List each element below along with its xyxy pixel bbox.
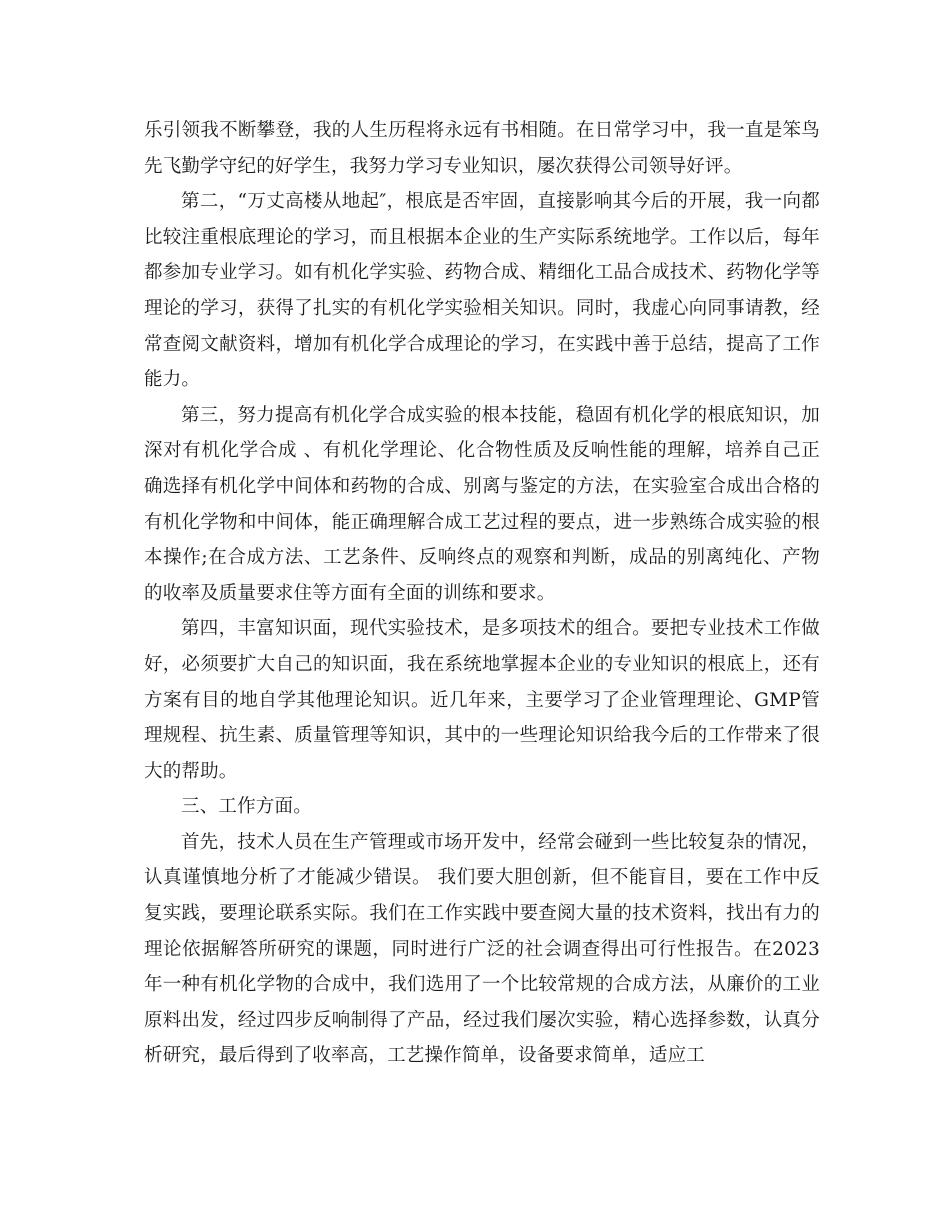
paragraph-3: 第三，努力提高有机化学合成实验的根本技能，稳固有机化学的根底知识，加深对有机化学合成 、有机化学理论、化合物性质及反响性能的理解，培养自己正确选择有机化学中间体和药物的合成、别离与鉴定的方法，在实验室合成出合格的有机化学物和中间体，能正确理解合成工艺过程的要点，进一步熟练合成实验的根本操作;在合成方法、工艺条件、反响终点的观察和判断，成品的别离纯化、产物的收率及质量要求住等方面有全面的训练和要求。 bbox=[144, 404, 820, 604]
paragraph-4: 第四，丰富知识面，现代实验技术，是多项技术的组合。要把专业技术工作做好，必须要扩大自己的知识面，我在系统地掌握本企业的专业知识的根底上，还有方案有目的地自学其他理论知识。近几年来，主要学习了企业管理理论、GMP管理规程、抗生素、质量管理等知识，其中的一些理论知识给我今后的工作带来了很大的帮助。 bbox=[144, 618, 820, 782]
paragraph-2: 第二，“万丈高楼从地起″，根底是否牢固，直接影响其今后的开展，我一向都比较注重根底理论的学习，而且根据本企业的生产实际系统地学。工作以后，每年都参加专业学习。如有机化学实验、药物合成、精细化工品合成技术、药物化学等理论的学习，获得了扎实的有机化学实验相关知识。同时，我虚心向同事请教，经常查阅文献资料，增加有机化学合成理论的学习，在实践中善于总结，提高了工作能力。 bbox=[144, 191, 820, 391]
document-body bbox=[144, 113, 820, 1074]
paragraph-1: 乐引领我不断攀登，我的人生历程将永远有书相随。在日常学习中，我一直是笨鸟先飞勤学守纪的好学生，我努力学习专业知识，屡次获得公司领导好评。 bbox=[144, 120, 820, 177]
section-heading: 三、工作方面。 bbox=[181, 796, 312, 818]
paragraph-5: 首先，技术人员在生产管理或市场开发中，经常会碰到一些比较复杂的情况，认真谨慎地分析了才能减少错误。 我们要大胆创新，但不能盲目，要在工作中反复实践，要理论联系实际。我们在工作实践中要查阅大量的技术资料，找出有力的理论依据解答所研究的课题，同时进行广泛的社会调查得出可行性报告。在2023年一种有机化学物的合成中，我们选用了一个比较常规的合成方法，从廉价的工业原料出发，经过四步反响制得了产品，经过我们屡次实验，精心选择参数，认真分析研究，最后得到了收率高，工艺操作简单，设备要求简单，适应工 bbox=[144, 831, 820, 1067]
